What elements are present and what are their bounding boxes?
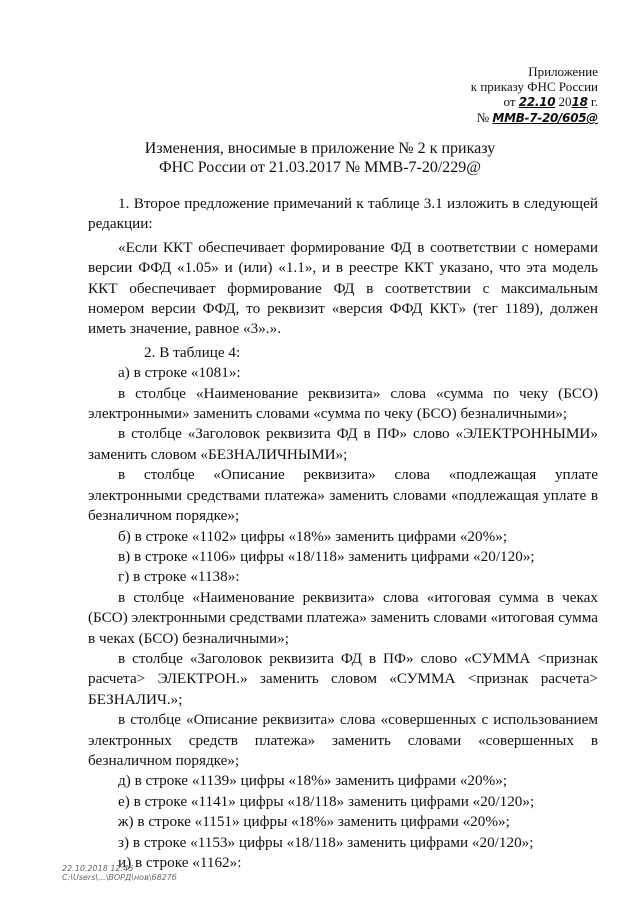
paragraph: в столбце «Заголовок реквизита ФД в ПФ» слово «СУММА <признак расчета> ЭЛЕКТРОН.» заменить словом «СУММА <признак расчета> БЕЗНАЛИЧ.»; xyxy=(88,649,598,708)
paragraph: 2. В таблице 4: xyxy=(144,343,241,361)
paragraph: 1. Второе предложение примечаний к таблице 3.1 изложить в следующей редакции: xyxy=(88,195,598,233)
appendix-date: от 22.10 2018 г. xyxy=(503,94,598,109)
paragraph: з) в строке «1153» цифры «18/118» заменить цифрами «20/120»; xyxy=(118,833,534,851)
document-body xyxy=(88,194,598,873)
paragraph: и) в строке «1162»: xyxy=(118,854,242,871)
paragraph: д) в строке «1139» цифры «18%» заменить цифрами «20%»; xyxy=(118,772,508,790)
appendix-header xyxy=(448,64,598,126)
paragraph: в столбце «Заголовок реквизита ФД в ПФ» слово «ЭЛЕКТРОННЫМИ» заменить словом «БЕЗНАЛИЧНЫМИ»; xyxy=(88,425,598,463)
paragraph: б) в строке «1102» цифры «18%» заменить цифрами «20%»; xyxy=(118,527,508,545)
appendix-number: № ММВ-7-20/605@ xyxy=(476,110,598,125)
paragraph: в) в строке «1106» цифры «18/118» заменить цифрами «20/120»; xyxy=(118,547,535,565)
paragraph: в столбце «Описание реквизита» слова «подлежащая уплате электронными средствами платежа» заменить словами «подлежащая уплате в безналичном порядке»; xyxy=(88,466,598,525)
paragraph: г) в строке «1138»: xyxy=(118,568,240,586)
appendix-order-ref: к приказу ФНС России xyxy=(470,79,598,94)
appendix-label: Приложение xyxy=(528,64,598,79)
handwritten-order-number: ММВ-7-20/605@ xyxy=(492,111,598,125)
paragraph: в столбце «Описание реквизита» слова «совершенных с использованием электронных средств платежа» заменить словами «совершенных в безналичном порядке»; xyxy=(88,711,598,769)
paragraph: в столбце «Наименование реквизита» слова «сумма по чеку (БСО) электронными» заменить словами «сумма по чеку (БСО) безналичными»; xyxy=(88,384,598,423)
paragraph: е) в строке «1141» цифры «18/118» заменить цифрами «20/120»; xyxy=(118,792,535,810)
paragraph: ж) в строке «1151» цифры «18%» заменить цифрами «20%»; xyxy=(118,813,510,831)
paragraph: в столбце «Наименование реквизита» слова «итоговая сумма в чеках (БСО) электронными средствами платежа» заменить словами «итоговая сумма в чеках (БСО) безналичными»; xyxy=(88,588,599,647)
print-footer: 22.10.2018 12:45 C:\Users\...\ВОРД\нов\6827б xyxy=(62,864,177,882)
handwritten-date-year: 18 xyxy=(571,95,588,109)
handwritten-date-day: 22.10 xyxy=(518,95,556,109)
paragraph: «Если ККТ обеспечивает формирование ФД в соответствии с номерами версии ФФД «1.05» и (или) «1.1», и в реестре ККТ указано, что эта модель ККТ обеспечивает формирование ФД в соответствии с максимальным номером версии ФФД, то реквизит «версия ФФД ККТ» (тег 1189), должен иметь значение, равное «3».». xyxy=(88,238,598,338)
document-title: Изменения, вносимые в приложение № 2 к приказу ФНС России от 21.03.2017 № ММВ-7-20/229@ xyxy=(144,140,496,176)
paragraph: а) в строке «1081»: xyxy=(118,364,241,382)
